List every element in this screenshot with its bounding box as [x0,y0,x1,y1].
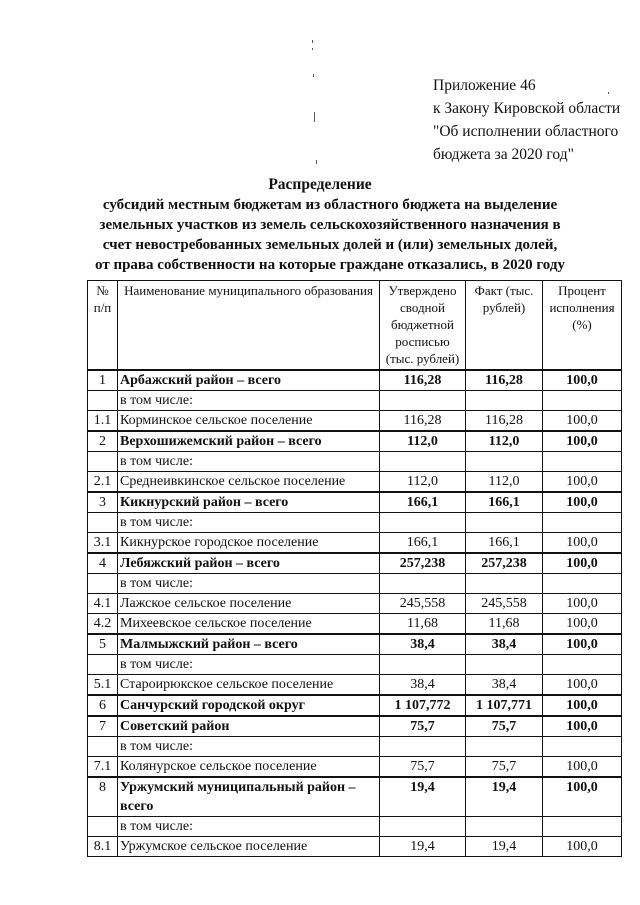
cell-approved: 116,28 [380,410,466,431]
cell-percent [543,816,622,836]
cell-num: 4.2 [88,613,118,634]
cell-name: Колянурское сельское поселение [118,756,380,777]
cell-percent: 100,0 [543,634,622,655]
cell-name: в том числе: [118,390,380,410]
cell-percent: 100,0 [543,532,622,553]
cell-num [88,451,118,471]
header-approved: Утверждено сводной бюджетной росписью (тыс. рублей) [380,281,466,370]
appendix-line-1: Приложение 46 [433,77,536,94]
cell-approved: 75,7 [380,756,466,777]
appendix-header [433,74,620,166]
cell-name: в том числе: [118,451,380,471]
cell-percent: 100,0 [543,471,622,492]
cell-percent: 100,0 [543,410,622,431]
cell-approved [380,451,466,471]
cell-num: 4.1 [88,593,118,613]
appendix-line-3: "Об исполнении областного [433,123,619,140]
cell-percent: 100,0 [543,492,622,513]
cell-num: 1 [88,370,118,391]
cell-fact: 112,0 [466,431,543,452]
cell-num [88,512,118,532]
cell-percent: 100,0 [543,674,622,695]
subsidy-table [87,280,622,857]
table-row [88,390,622,410]
cell-percent [543,654,622,674]
table-row [88,573,622,593]
cell-num: 3 [88,492,118,513]
cell-percent [543,736,622,756]
table-row [88,471,622,492]
cell-approved [380,573,466,593]
table-row [88,492,622,513]
cell-num [88,654,118,674]
cell-fact: 75,7 [466,716,543,737]
cell-approved [380,736,466,756]
table-row [88,695,622,716]
cell-approved: 257,238 [380,553,466,574]
cell-approved: 75,7 [380,716,466,737]
cell-approved: 11,68 [380,613,466,634]
header-num: № п/п [88,281,118,370]
cell-num [88,573,118,593]
header-name: Наименование муниципального образования [118,281,380,370]
cell-percent: 100,0 [543,756,622,777]
cell-approved: 38,4 [380,634,466,655]
cell-fact: 19,4 [466,777,543,817]
table-row [88,634,622,655]
appendix-line-2: к Закону Кировской области [433,100,621,117]
cell-name: в том числе: [118,573,380,593]
cell-num: 2 [88,431,118,452]
cell-num: 3.1 [88,532,118,553]
cell-approved: 116,28 [380,370,466,391]
cell-fact: 19,4 [466,836,543,856]
cell-approved: 38,4 [380,674,466,695]
cell-name: Михеевское сельское поселение [118,613,380,634]
cell-percent: 100,0 [543,613,622,634]
cell-percent: 100,0 [543,836,622,856]
cell-name: Арбажский район – всего [118,370,380,391]
cell-name: Верхошижемский район – всего [118,431,380,452]
cell-approved: 19,4 [380,836,466,856]
cell-fact: 38,4 [466,634,543,655]
cell-percent [543,512,622,532]
cell-fact: 1 107,771 [466,695,543,716]
cell-name: Лажское сельское поселение [118,593,380,613]
table-row [88,410,622,431]
cell-approved [380,654,466,674]
cell-fact: 11,68 [466,613,543,634]
cell-approved: 166,1 [380,532,466,553]
cell-percent: 100,0 [543,553,622,574]
cell-fact [466,816,543,836]
cell-approved [380,512,466,532]
cell-name: в том числе: [118,512,380,532]
cell-num: 2.1 [88,471,118,492]
cell-fact [466,451,543,471]
cell-num: 4 [88,553,118,574]
cell-approved: 1 107,772 [380,695,466,716]
cell-num: 7 [88,716,118,737]
cell-fact: 166,1 [466,492,543,513]
cell-name: Лебяжский район – всего [118,553,380,574]
table-row [88,777,622,817]
cell-name: Корминское сельское поселение [118,410,380,431]
cell-num: 5.1 [88,674,118,695]
cell-name: Санчурский городской округ [118,695,380,716]
table-row [88,736,622,756]
cell-num: 8 [88,777,118,817]
header-fact: Факт (тыс. рублей) [466,281,543,370]
cell-num: 1.1 [88,410,118,431]
cell-percent [543,451,622,471]
cell-fact: 257,238 [466,553,543,574]
document-title: Распределение [268,176,372,193]
cell-num [88,736,118,756]
table-header-row [88,281,622,370]
table-row [88,716,622,737]
cell-name: в том числе: [118,736,380,756]
table-row [88,756,622,777]
appendix-line-4: бюджета за 2020 год" [433,146,574,163]
cell-name: Кикнурское городское поселение [118,532,380,553]
cell-percent [543,390,622,410]
cell-fact [466,736,543,756]
cell-percent: 100,0 [543,716,622,737]
cell-name: Малмыжский район – всего [118,634,380,655]
table-row [88,451,622,471]
cell-num [88,816,118,836]
cell-fact: 75,7 [466,756,543,777]
cell-num: 8.1 [88,836,118,856]
header-percent: Процент исполнения (%) [543,281,622,370]
table-row [88,816,622,836]
table-row [88,370,622,391]
cell-name: Уржумский муниципальный район – всего [118,777,380,817]
cell-fact [466,654,543,674]
table-row [88,613,622,634]
cell-num: 5 [88,634,118,655]
cell-fact: 38,4 [466,674,543,695]
cell-fact [466,512,543,532]
cell-percent: 100,0 [543,370,622,391]
cell-fact: 166,1 [466,532,543,553]
cell-name: Староирюкское сельское поселение [118,674,380,695]
cell-fact: 116,28 [466,370,543,391]
cell-name: Среднеивкинское сельское поселение [118,471,380,492]
cell-name: Советский район [118,716,380,737]
cell-approved: 112,0 [380,471,466,492]
table-row [88,431,622,452]
cell-fact: 245,558 [466,593,543,613]
table-row [88,674,622,695]
table-row [88,553,622,574]
cell-approved [380,816,466,836]
cell-fact [466,390,543,410]
table-row [88,593,622,613]
cell-num: 7.1 [88,756,118,777]
cell-percent: 100,0 [543,777,622,817]
cell-approved: 245,558 [380,593,466,613]
cell-percent: 100,0 [543,695,622,716]
cell-percent [543,573,622,593]
cell-fact [466,573,543,593]
table-row [88,654,622,674]
document-subtitle: субсидий местным бюджетам из областного бюджета на выделение земельных участков из земель сельскохозяйственного назначения в счет невостребованных земельных долей и (или) земельных долей, от права собственности на которые граждане отказались, в 2020 году [95,197,565,273]
cell-num [88,390,118,410]
cell-approved [380,390,466,410]
table-row [88,512,622,532]
cell-approved: 19,4 [380,777,466,817]
cell-name: в том числе: [118,654,380,674]
cell-name: в том числе: [118,816,380,836]
cell-percent: 100,0 [543,431,622,452]
cell-num: 6 [88,695,118,716]
cell-name: Кикнурский район – всего [118,492,380,513]
table-row [88,836,622,856]
table-body [88,370,622,857]
cell-approved: 112,0 [380,431,466,452]
cell-fact: 112,0 [466,471,543,492]
table-row [88,532,622,553]
cell-fact: 116,28 [466,410,543,431]
cell-percent: 100,0 [543,593,622,613]
cell-name: Уржумское сельское поселение [118,836,380,856]
cell-approved: 166,1 [380,492,466,513]
